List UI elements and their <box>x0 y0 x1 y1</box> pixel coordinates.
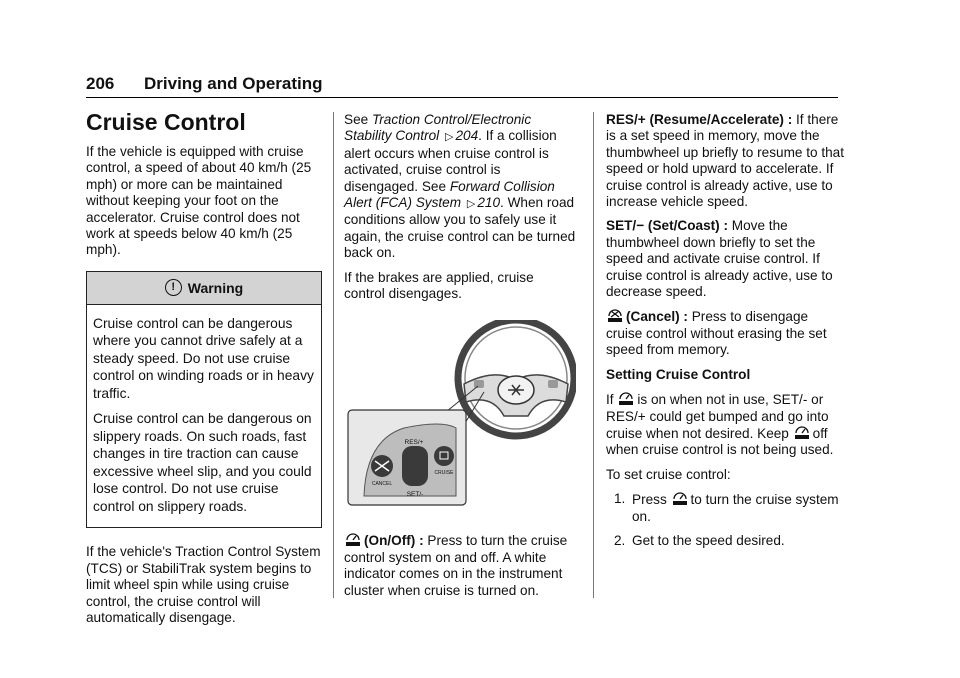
tcs-paragraph: If the vehicle's Traction Control System (TCS) or StabiliTrak system begins to limit wheel spin while using cruise control, the cruise control will automatically disengage. <box>86 544 321 625</box>
onoff-paragraph <box>344 532 576 599</box>
resume-paragraph <box>606 112 846 210</box>
set-paragraph <box>606 218 846 300</box>
reference-text: . When road conditions allow you to safely use it again, the cruise control can be turned back on. <box>344 195 576 261</box>
page-number: 206 <box>86 74 115 93</box>
cancel-text: Press to disengage cruise control without erasing the set speed from memory. <box>606 309 827 358</box>
setting-heading: Setting Cruise Control <box>606 366 751 382</box>
column-3 <box>606 112 846 557</box>
warning-paragraph: Cruise control can be dangerous on slippery roads. On such roads, fast changes in tire traction can cause excessive wheel slip, and you could lose control. Do not use cruise control on slippery roads. <box>93 411 312 514</box>
warning-title: Warning <box>187 279 244 296</box>
list-item <box>606 533 846 549</box>
step-text: Press <box>632 492 667 508</box>
header-rule <box>86 97 838 98</box>
cross-reference-link[interactable]: Forward Collision Alert (FCA) System <box>344 178 555 211</box>
step-text: to turn the cruise system on. <box>632 492 839 524</box>
see-text: See <box>344 112 369 127</box>
cross-reference-page[interactable]: 210 <box>477 195 501 211</box>
cross-reference-page[interactable]: 204 <box>455 128 479 144</box>
page-header <box>86 70 838 100</box>
resume-label: RES/+ (Resume/Accelerate) : <box>606 112 793 127</box>
figure-label-cancel: CANCEL <box>371 481 393 488</box>
warning-icon: ! <box>165 279 182 296</box>
figure-label-set: SET/- <box>406 491 424 499</box>
section-title: Driving and Operating <box>144 74 323 93</box>
setting-text: is on when not in use, SET/- or RES/+ could get bumped and go into cruise when not desired. Keep <box>606 392 829 441</box>
brakes-paragraph: If the brakes are applied, cruise control disengages. <box>344 269 534 302</box>
page-title: Cruise Control <box>86 109 246 135</box>
steering-wheel-figure <box>344 320 576 520</box>
cruise-icon <box>671 491 689 507</box>
step-number: 2. <box>614 532 626 548</box>
cancel-icon <box>606 308 624 324</box>
step-text: Get to the speed desired. <box>632 532 785 548</box>
steering-wheel-illustration <box>344 320 576 520</box>
to-set-text: To set cruise control: <box>606 466 731 482</box>
xref-triangle-icon: ▷ <box>466 198 476 211</box>
setting-paragraph <box>606 391 846 459</box>
figure-label-res: RES/+ <box>404 439 424 447</box>
resume-text: If there is a set speed in memory, move the thumbwheel up briefly to resume to that speed or hold upward to accelerate. If cruise control is already active, use to increase vehicle speed. <box>606 112 845 210</box>
cruise-icon <box>617 391 635 407</box>
set-text: Move the thumbwheel down briefly to set the speed and activate cruise control. If cruise control is already active, use to decrease speed. <box>606 218 833 300</box>
onoff-label: (On/Off) : <box>364 533 424 549</box>
set-label: SET/− (Set/Coast) : <box>606 218 728 234</box>
warning-header <box>87 272 321 305</box>
warning-body <box>87 305 321 528</box>
cancel-label: (Cancel) : <box>626 309 688 325</box>
column-divider <box>593 112 594 598</box>
warning-paragraph: Cruise control can be dangerous where you cannot drive safely at a steady speed. Do not use cruise control on winding roads or in heavy traffic. <box>93 315 314 401</box>
intro-paragraph: If the vehicle is equipped with cruise control, a speed of about 40 km/h (25 mph) or more can be maintained without keeping your foot on the accelerator. Cruise control does not work at speeds below 40 km/h (25 mph). <box>86 144 312 258</box>
cancel-paragraph <box>606 308 846 358</box>
figure-label-cruise: CRUISE <box>434 470 454 477</box>
xref-triangle-icon: ▷ <box>444 131 454 144</box>
list-item <box>606 491 846 525</box>
setting-text: off when cruise control is not being used. <box>606 425 834 458</box>
cruise-icon <box>344 532 362 548</box>
column-1 <box>86 108 322 634</box>
cross-reference-link[interactable]: Traction Control/Electronic Stability Control <box>344 112 532 144</box>
column-divider <box>333 112 334 598</box>
column-2 <box>344 112 576 607</box>
warning-box <box>86 271 322 529</box>
steps-list <box>606 491 846 549</box>
reference-text: . If a collision alert occurs when cruise control is activated, cruise control is disengaged. See <box>344 128 557 194</box>
step-number: 1. <box>614 491 626 507</box>
cruise-icon <box>793 425 811 441</box>
setting-text: If <box>606 392 614 408</box>
reference-paragraph <box>344 112 576 262</box>
onoff-text: Press to turn the cruise control system on and off. A white indicator comes on in the instrument cluster when cruise is turned on. <box>344 533 568 598</box>
